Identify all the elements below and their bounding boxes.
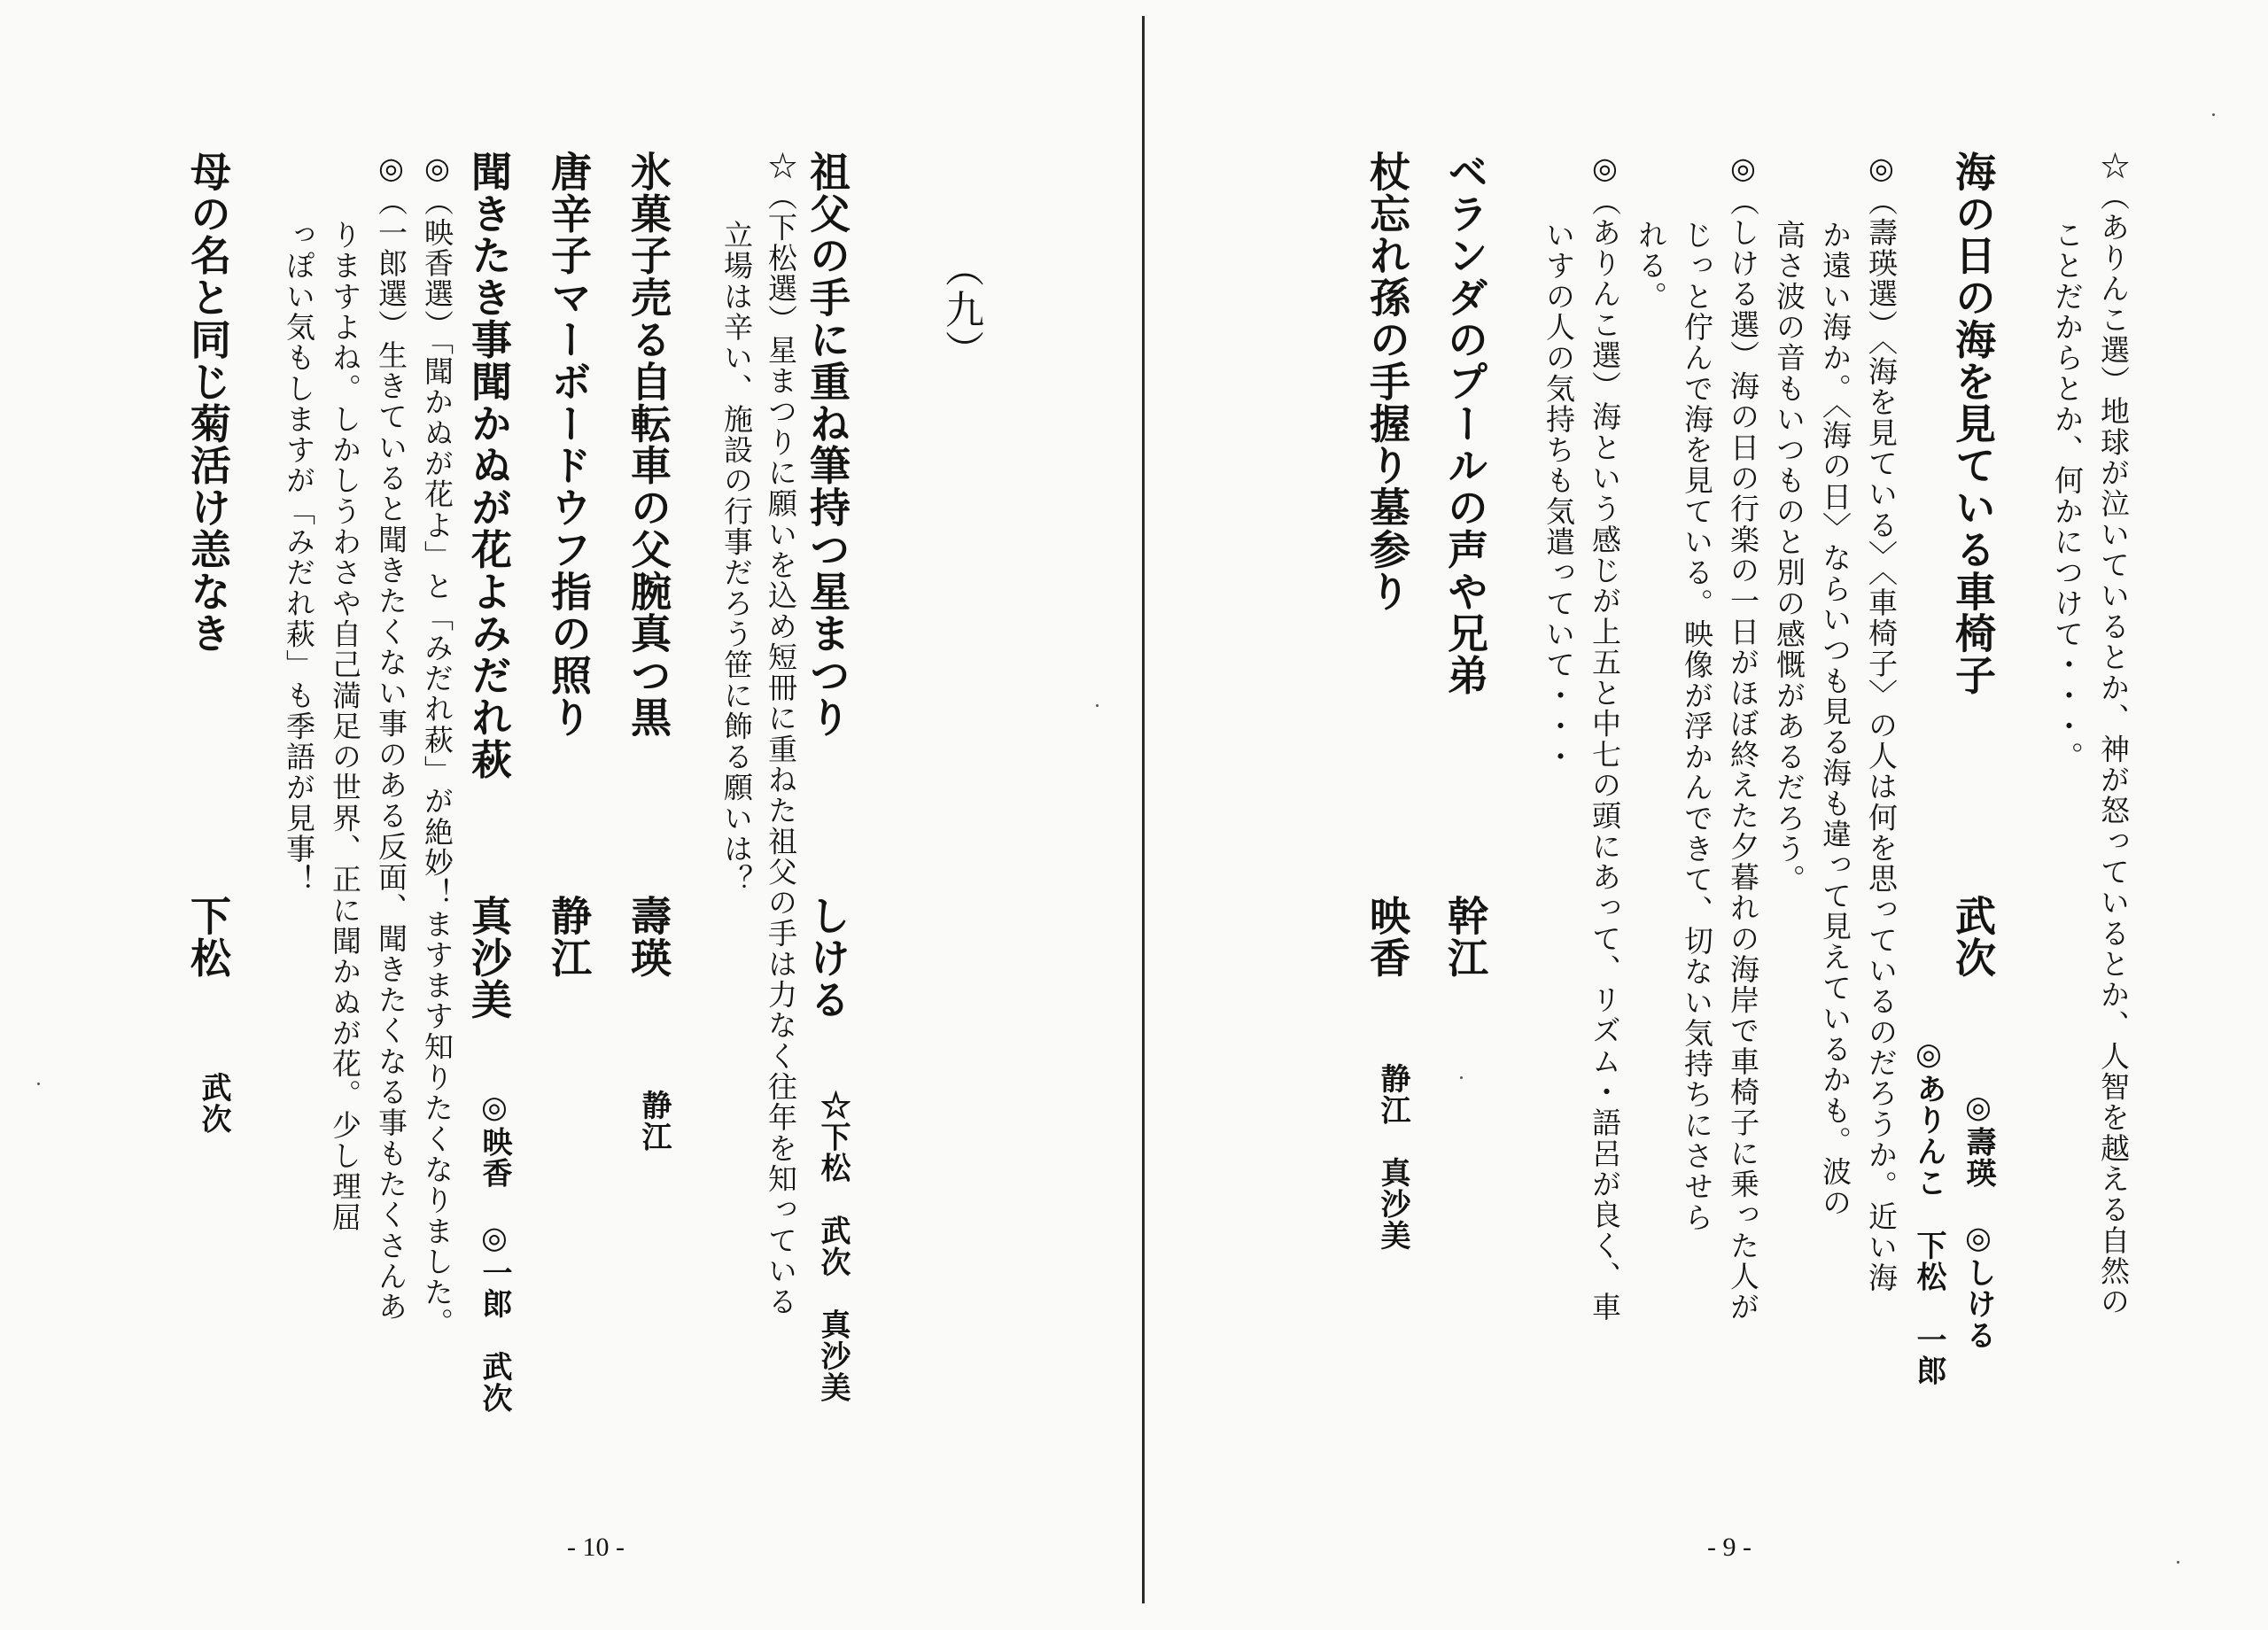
haiku-selectors: ◎ありんこ 下松 一郎: [1911, 1036, 1946, 1387]
haiku-text: 氷菓子売る自転車の父腕真つ黒: [625, 151, 672, 739]
scan-speck: [37, 1083, 40, 1085]
haiku-selectors: 静江: [636, 1090, 672, 1153]
comment-text: ◎（ありんこ選）海という感じが上五と中七の頭にあって、リズム・語呂が良く、車: [1588, 151, 1622, 1323]
scan-speck: [2212, 113, 2215, 116]
scan-speck: [1460, 1076, 1463, 1079]
haiku-author: 下松: [184, 895, 232, 979]
page-number: - 10 -: [567, 1533, 625, 1562]
haiku-selectors: 静江 真沙美: [1375, 1063, 1410, 1252]
haiku-text: ベランダのプールの声や兄弟: [1441, 151, 1489, 696]
page-number: - 9 -: [1707, 1533, 1751, 1562]
comment-text: 高さ波の音もいつものと別の感慨があるだろう。: [1772, 220, 1806, 896]
comment-text: れる。: [1634, 220, 1668, 312]
haiku-selectors: ◎壽瑛 ◎しける: [1961, 1090, 1996, 1352]
comment-text: ☆（下松選）星まつりに願いを込め短冊に重ねた祖父の手は力なく往年を知っている: [764, 151, 798, 1317]
haiku-text: 祖父の手に重ね筆持つ星まつり: [804, 151, 851, 739]
haiku-text: 母の名と同じ菊活け恙なき: [184, 151, 232, 655]
comment-text: ◎（映香選）「聞かぬが花よ」と「みだれ萩」が絶妙！ますます知りたくなりました。: [420, 151, 454, 1339]
comment-text: ◎（壽瑛選）〈海を見ている〉〈車椅子〉の人は何を思っているのだろうか。近い海: [1864, 151, 1899, 1293]
haiku-author: しける: [804, 895, 851, 1021]
haiku-selectors: 武次: [196, 1072, 231, 1135]
haiku-author: 壽瑛: [625, 895, 672, 979]
chapter-heading: （九）: [938, 248, 983, 371]
haiku-author: 映香: [1363, 895, 1411, 979]
comment-text: りますよね。しかしうわさや自己満足の世界、正に聞かぬが花。少し理屈: [328, 220, 362, 1233]
page-9: [1145, 0, 2268, 1603]
comment-text: ◎（一郎選）生きていると聞きたくない事のある反面、聞きたくなる事もたくさんあ: [374, 151, 408, 1323]
comment-text: 立場は辛い、施設の行事だろう笹に飾る願いは？: [719, 220, 754, 896]
comment-text: いすの人の気持ちも気遣っていて・・・: [1542, 220, 1576, 772]
page-10: [0, 0, 1134, 1603]
comment-text: ことだからとか、何かにつけて・・・。: [2050, 220, 2085, 772]
comment-text: じっと佇んで海を見ている。映像が浮かんできて、切ない気持ちにさせら: [1680, 220, 1714, 1233]
haiku-text: 杖忘れ孫の手握り墓参り: [1363, 151, 1411, 613]
haiku-author: 真沙美: [465, 895, 513, 1021]
haiku-author: 幹江: [1441, 895, 1489, 979]
haiku-text: 唐辛子マーボードウフ指の照り: [545, 151, 593, 739]
comment-text: ☆（ありんこ選）地球が泣いているとか、神が怒っているとか、人智を越える自然の: [2096, 151, 2131, 1317]
haiku-author: 静江: [545, 895, 593, 979]
haiku-text: 聞きたき事聞かぬが花よみだれ萩: [465, 151, 513, 780]
scan-speck: [2177, 1561, 2179, 1564]
haiku-selectors: ◎映香 ◎一郎 武次: [477, 1090, 512, 1414]
haiku-text: 海の日の海を見ている車椅子: [1949, 151, 1997, 696]
scan-speck: [1096, 704, 1099, 707]
haiku-author: 武次: [1949, 895, 1997, 979]
comment-text: ◎（しける選）海の日の行楽の一日がほぼ終えた夕暮れの海岸で車椅子に乗った人が: [1726, 151, 1760, 1323]
comment-text: か遠い海か。〈海の日〉ならいつも見る海も違って見えているかも。波の: [1818, 220, 1852, 1218]
haiku-selectors: ☆下松 武次 真沙美: [815, 1090, 850, 1403]
comment-text: っぽい気もしますが「みだれ萩」も季語が見事！: [282, 220, 316, 896]
